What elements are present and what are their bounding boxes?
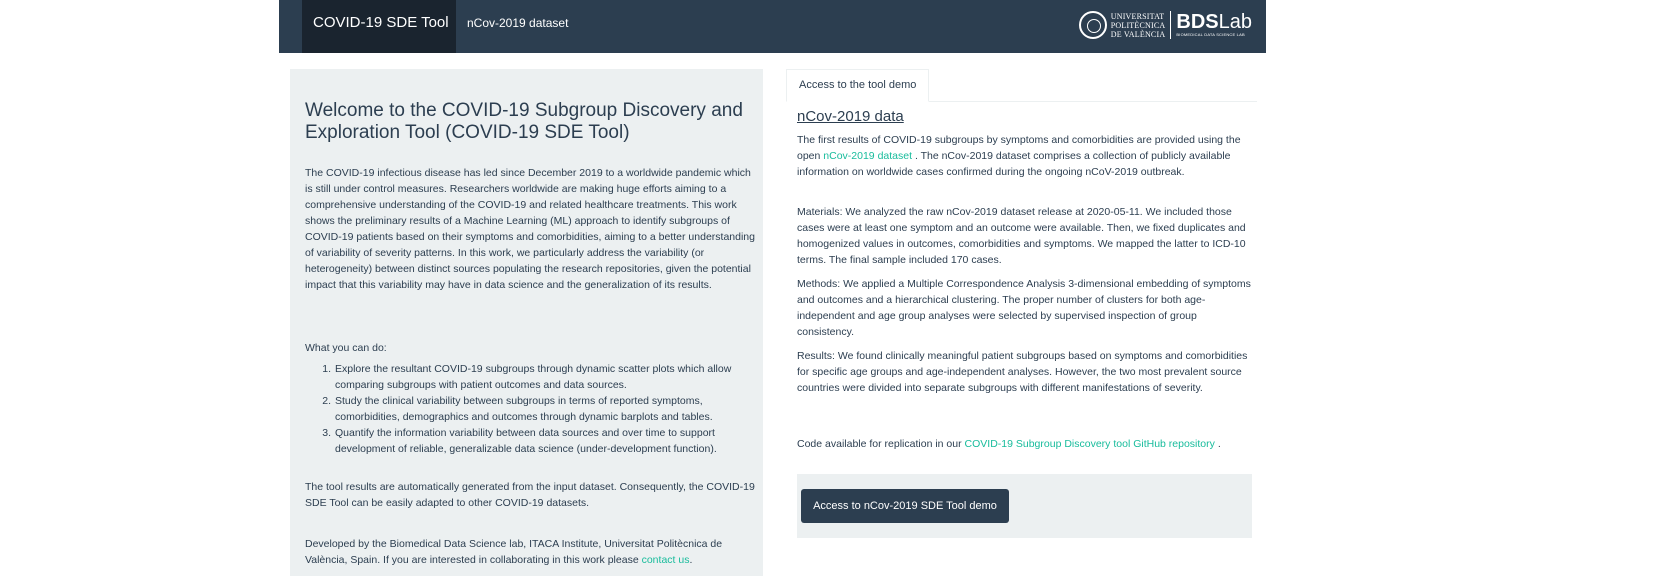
bdslab-logo: BDSLab BIOMEDICAL DATA SCIENCE LAB [1176, 11, 1252, 37]
methods-paragraph: Methods: We applied a Multiple Correspondence Analysis 3-dimensional embedding of symptoms and outcomes and a hierarchical clustering. The proper number of clusters for both age-independent and age group analyses were selected by supervised inspection of group consistency. [797, 278, 1251, 338]
results-paragraph: Results: We found clinically meaningful patient subgroups based on symptoms and comorbidities for specific age groups and age-independent analyses. However, the two most prevalent source countries were divided into separate subgroups with different manifestations of severity. [797, 350, 1248, 394]
contact-us-link[interactable]: contact us [641, 554, 690, 566]
list-item: 1. Explore the resultant COVID-19 subgroups through dynamic scatter plots which allow comparing subgroups with patient outcomes and data sources. [322, 363, 732, 391]
intro-dataset-paragraph: The first results of COVID-19 subgroups by symptoms and comorbidities are provided using the open nCov-2019 dataset . The nCov-2019 dataset comprises a collection of publicly available information on worldwide cases confirmed during the ongoing nCoV-2019 outbreak. [797, 134, 1241, 178]
navbar-brand[interactable]: COVID-19 SDE Tool [302, 0, 456, 53]
demo-well [797, 474, 1252, 538]
github-repository-link[interactable]: COVID-19 Subgroup Discovery tool GitHub repository [964, 438, 1215, 450]
sidebar-panel [290, 69, 763, 576]
section-title: nCov-2019 data [797, 108, 904, 125]
materials-paragraph: Materials: We analyzed the raw nCov-2019 dataset release at 2020-05-11. We included those cases were at least one symptom and an outcome were available. Then, we fixed duplicates and homogenized values in outcomes, comorbidities and symptoms. We mapped the latter to ICD-10 terms. The final sample included 170 cases. [797, 206, 1246, 266]
developed-by-paragraph: Developed by the Biomedical Data Science lab, ITACA Institute, Universitat Politècnica de València, Spain. If you are interested in collaborating in this work please contact us. [305, 538, 723, 566]
welcome-title: Welcome to the COVID-19 Subgroup Discovery and Exploration Tool (COVID-19 SDE Tool) [305, 100, 743, 143]
list-item: 2. Study the clinical variability between subgroups in terms of reported symptoms, comorbidities, demographics and outcomes through dynamic barplots and tables. [322, 395, 713, 423]
can-do-heading: What you can do: [305, 342, 387, 354]
nav-link-ncov-dataset[interactable]: nCov-2019 dataset [467, 16, 569, 30]
logo-divider [1170, 11, 1171, 39]
intro-paragraph: The COVID-19 infectious disease has led since December 2019 to a worldwide pandemic which is still under control measures. Researchers worldwide are making huge efforts aiming to a comprehensive understanding of the COVID-19 and related healthcare treatments. This work shows the preliminary results of a Machine Learning (ML) approach to identify subgroups of COVID-19 patients based on their symptoms and comorbidities, aiming to a better understanding of variability of severity patterns. In this work, we particularly address the variability (or heterogeneity) between distinct sources populating the research repositories, given the potential impact that this variability may have in data science and the generalization of its results. [305, 167, 755, 291]
institution-logos[interactable] [1079, 10, 1252, 40]
tool-results-paragraph: The tool results are automatically generated from the input dataset. Consequently, the COVID-19 SDE Tool can be easily adapted to other COVID-19 datasets. [305, 481, 755, 509]
top-navbar [279, 0, 1266, 53]
code-paragraph: Code available for replication in our COVID-19 Subgroup Discovery tool GitHub repository . [797, 438, 1221, 450]
tab-bar [786, 69, 1257, 102]
ncov-dataset-link[interactable]: nCov-2019 dataset [823, 150, 913, 162]
upv-logo-text: UNIVERSITAT POLITÈCNICA DE VALÈNCIA [1110, 11, 1166, 39]
upv-seal-icon [1079, 11, 1107, 39]
list-item: 3. Quantify the information variability between data sources and over time to support development of reliable, generalizable data science (under-development function). [322, 427, 717, 455]
access-demo-button[interactable]: Access to nCov-2019 SDE Tool demo [801, 489, 1009, 523]
tab-access-demo[interactable]: Access to the tool demo [786, 69, 929, 102]
can-do-list [305, 361, 755, 457]
